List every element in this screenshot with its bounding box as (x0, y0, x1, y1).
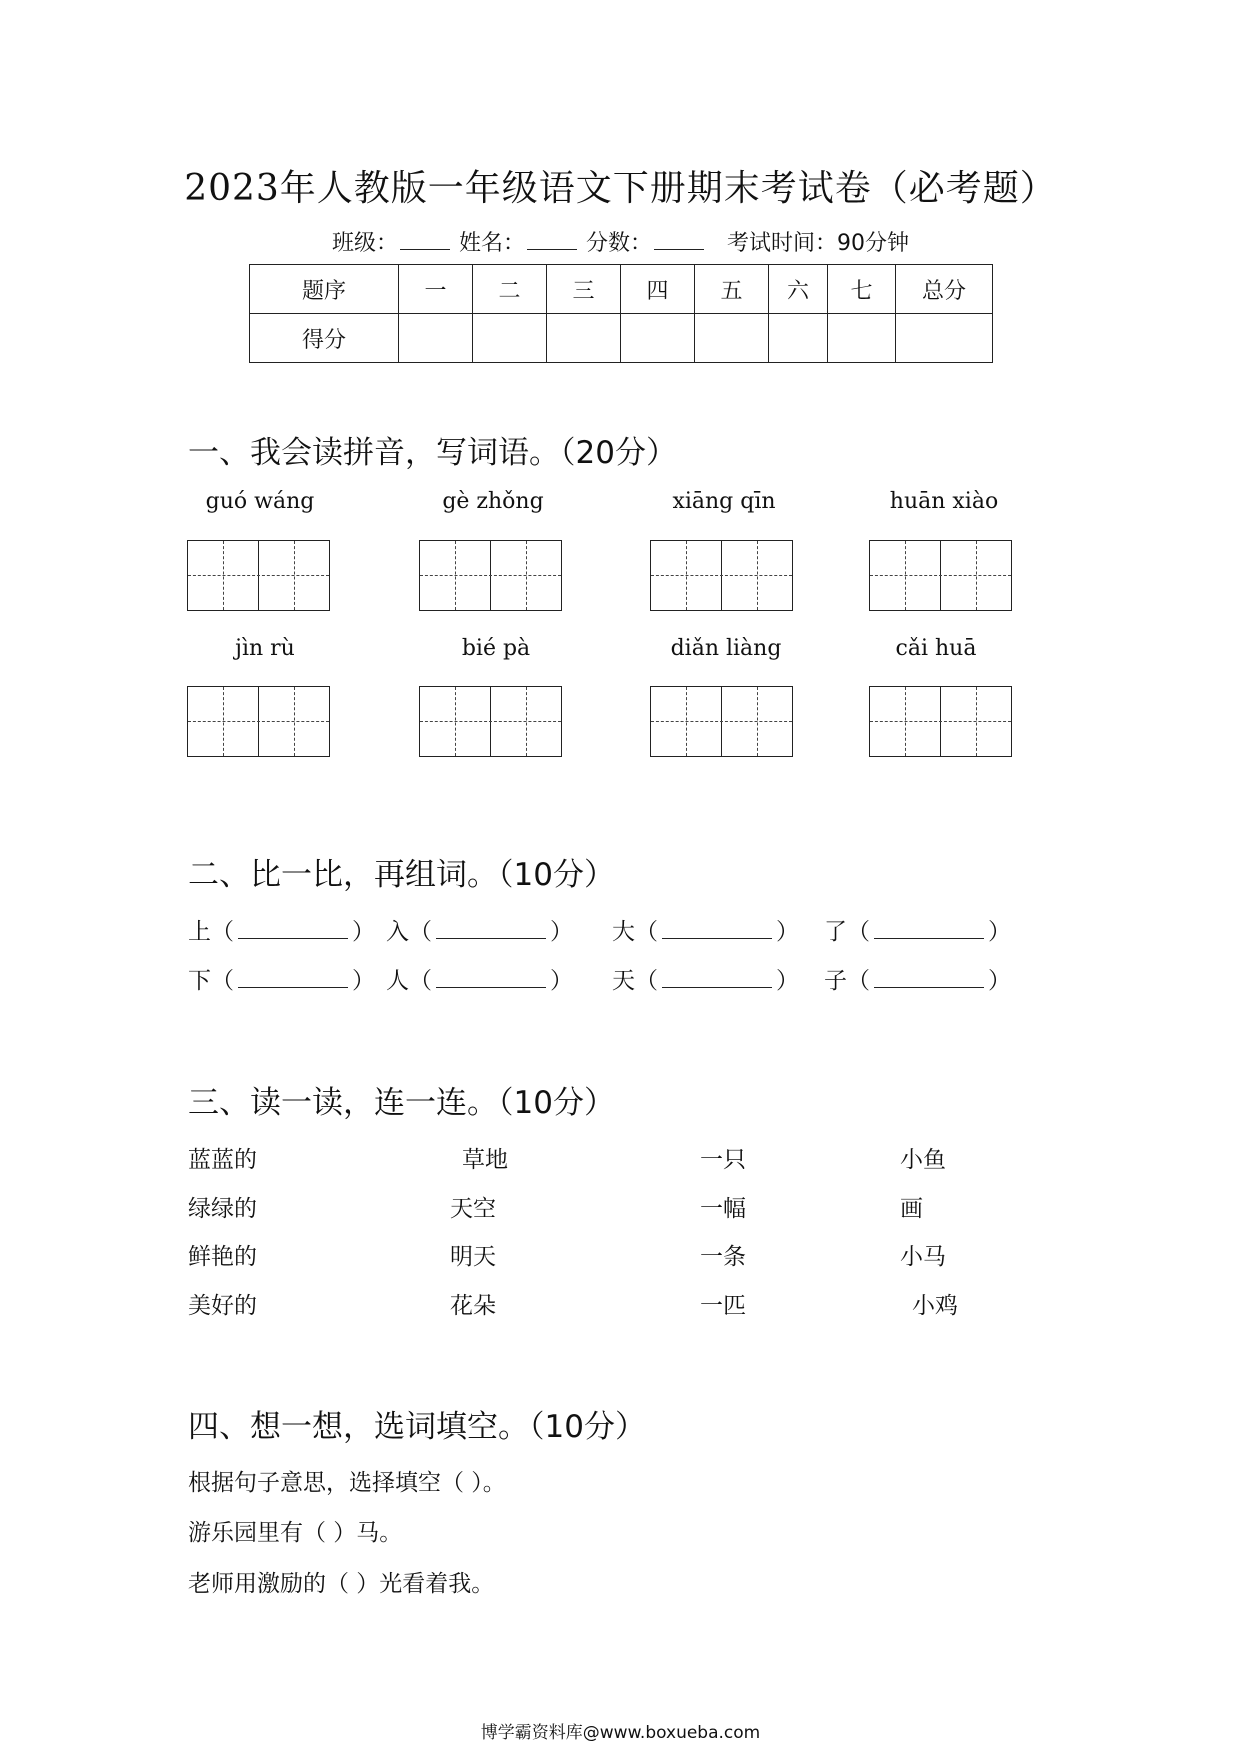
score-cell[interactable] (547, 314, 621, 363)
pinyin-label: xiāng qīn (672, 489, 776, 514)
paren-open: （ (847, 968, 870, 994)
writing-grid[interactable] (419, 540, 562, 611)
paren-close: ） (352, 919, 375, 945)
score-table-score-row (250, 314, 993, 363)
compare-item (824, 913, 1011, 946)
answer-blank[interactable] (238, 918, 348, 939)
compare-item (386, 962, 573, 995)
compare-item (612, 913, 799, 946)
score-header-cell: 七 (828, 265, 896, 314)
answer-blank[interactable] (436, 967, 546, 988)
match-word[interactable]: 画 (900, 1196, 923, 1222)
match-word[interactable]: 小鸡 (912, 1293, 958, 1319)
match-word[interactable]: 绿绿的 (188, 1196, 257, 1222)
score-cell[interactable] (769, 314, 828, 363)
student-info-line (0, 226, 1241, 257)
compare-char: 入 (386, 919, 409, 945)
match-word[interactable]: 一匹 (700, 1293, 746, 1319)
score-row-label: 得分 (250, 314, 399, 363)
paren-close: ） (776, 968, 799, 994)
paren-close: ） (988, 919, 1011, 945)
class-label: 班级： (331, 231, 398, 256)
section2-heading: 二、比一比，再组词。（10分） (188, 857, 615, 893)
writing-grid[interactable] (419, 686, 562, 757)
score-table-header-row (250, 265, 993, 314)
score-cell[interactable] (828, 314, 896, 363)
answer-blank[interactable] (662, 918, 772, 939)
score-header-cell: 总分 (896, 265, 993, 314)
paren-close: ） (776, 919, 799, 945)
section1-heading: 一、我会读拼音，写词语。（20分） (188, 435, 677, 471)
answer-blank[interactable] (436, 918, 546, 939)
question-line: 游乐园里有（ ）马。 (188, 1520, 403, 1546)
writing-grid[interactable] (187, 540, 330, 611)
name-label: 姓名： (459, 231, 526, 256)
answer-blank[interactable] (662, 967, 772, 988)
name-blank[interactable] (527, 229, 577, 250)
score-header-cell: 六 (769, 265, 828, 314)
score-header-cell: 二 (473, 265, 547, 314)
pinyin-label: guó wáng (205, 489, 315, 514)
class-blank[interactable] (400, 229, 450, 250)
match-word[interactable]: 小鱼 (900, 1147, 946, 1173)
score-cell[interactable] (399, 314, 473, 363)
section4-heading: 四、想一想，选词填空。（10分） (188, 1409, 646, 1445)
answer-blank[interactable] (874, 967, 984, 988)
match-word[interactable]: 小马 (900, 1244, 946, 1270)
paren-close: ） (352, 968, 375, 994)
match-word[interactable]: 蓝蓝的 (188, 1147, 257, 1173)
writing-grid[interactable] (869, 540, 1012, 611)
footer-watermark: 博学霸资料库@www.boxueba.com (480, 1723, 761, 1743)
pinyin-label: diǎn liàng (670, 636, 782, 661)
compare-char: 子 (824, 968, 847, 994)
paren-open: （ (409, 919, 432, 945)
match-word[interactable]: 一幅 (700, 1196, 746, 1222)
writing-grid[interactable] (650, 686, 793, 757)
compare-item (386, 913, 573, 946)
compare-item (188, 913, 375, 946)
score-header-cell: 五 (695, 265, 769, 314)
compare-char: 大 (612, 919, 635, 945)
compare-char: 上 (188, 919, 211, 945)
compare-char: 下 (188, 968, 211, 994)
writing-grid[interactable] (650, 540, 793, 611)
pinyin-label: jìn rù (235, 636, 295, 661)
pinyin-label: cǎi huā (895, 636, 977, 661)
score-table (249, 264, 993, 363)
compare-char: 了 (824, 919, 847, 945)
paren-open: （ (635, 968, 658, 994)
score-blank[interactable] (654, 229, 704, 250)
time-label: 考试时间：90分钟 (727, 231, 910, 256)
page-title: 2023年人教版一年级语文下册期末考试卷（必考题） (184, 168, 1057, 209)
match-word[interactable]: 明天 (450, 1244, 496, 1270)
pinyin-label: gè zhǒng (442, 489, 544, 514)
compare-item (824, 962, 1011, 995)
score-header-cell: 一 (399, 265, 473, 314)
score-cell[interactable] (695, 314, 769, 363)
paren-close: ） (550, 919, 573, 945)
paren-open: （ (211, 919, 234, 945)
score-header-cell: 题序 (250, 265, 399, 314)
match-word[interactable]: 花朵 (450, 1293, 496, 1319)
writing-grid[interactable] (869, 686, 1012, 757)
answer-blank[interactable] (238, 967, 348, 988)
paren-open: （ (211, 968, 234, 994)
pinyin-label: bié pà (461, 636, 531, 661)
paren-close: ） (550, 968, 573, 994)
score-header-cell: 四 (621, 265, 695, 314)
compare-item (612, 962, 799, 995)
answer-blank[interactable] (874, 918, 984, 939)
question-line: 根据句子意思，选择填空（ ）。 (188, 1470, 506, 1496)
pinyin-label: huān xiào (889, 489, 999, 514)
compare-char: 天 (612, 968, 635, 994)
score-cell[interactable] (896, 314, 993, 363)
match-word[interactable]: 一只 (700, 1147, 746, 1173)
paren-open: （ (847, 919, 870, 945)
score-cell[interactable] (621, 314, 695, 363)
match-word[interactable]: 天空 (450, 1196, 496, 1222)
match-word[interactable]: 美好的 (188, 1293, 257, 1319)
paren-open: （ (635, 919, 658, 945)
match-word[interactable]: 草地 (462, 1147, 508, 1173)
question-line: 老师用激励的（ ）光看着我。 (188, 1571, 495, 1597)
writing-grid[interactable] (187, 686, 330, 757)
compare-char: 人 (386, 968, 409, 994)
section3-heading: 三、读一读，连一连。（10分） (188, 1085, 615, 1121)
score-header-cell: 三 (547, 265, 621, 314)
paren-open: （ (409, 968, 432, 994)
score-label: 分数： (586, 231, 653, 256)
match-word[interactable]: 一条 (700, 1244, 746, 1270)
paren-close: ） (988, 968, 1011, 994)
compare-item (188, 962, 375, 995)
score-cell[interactable] (473, 314, 547, 363)
match-word[interactable]: 鲜艳的 (188, 1244, 257, 1270)
